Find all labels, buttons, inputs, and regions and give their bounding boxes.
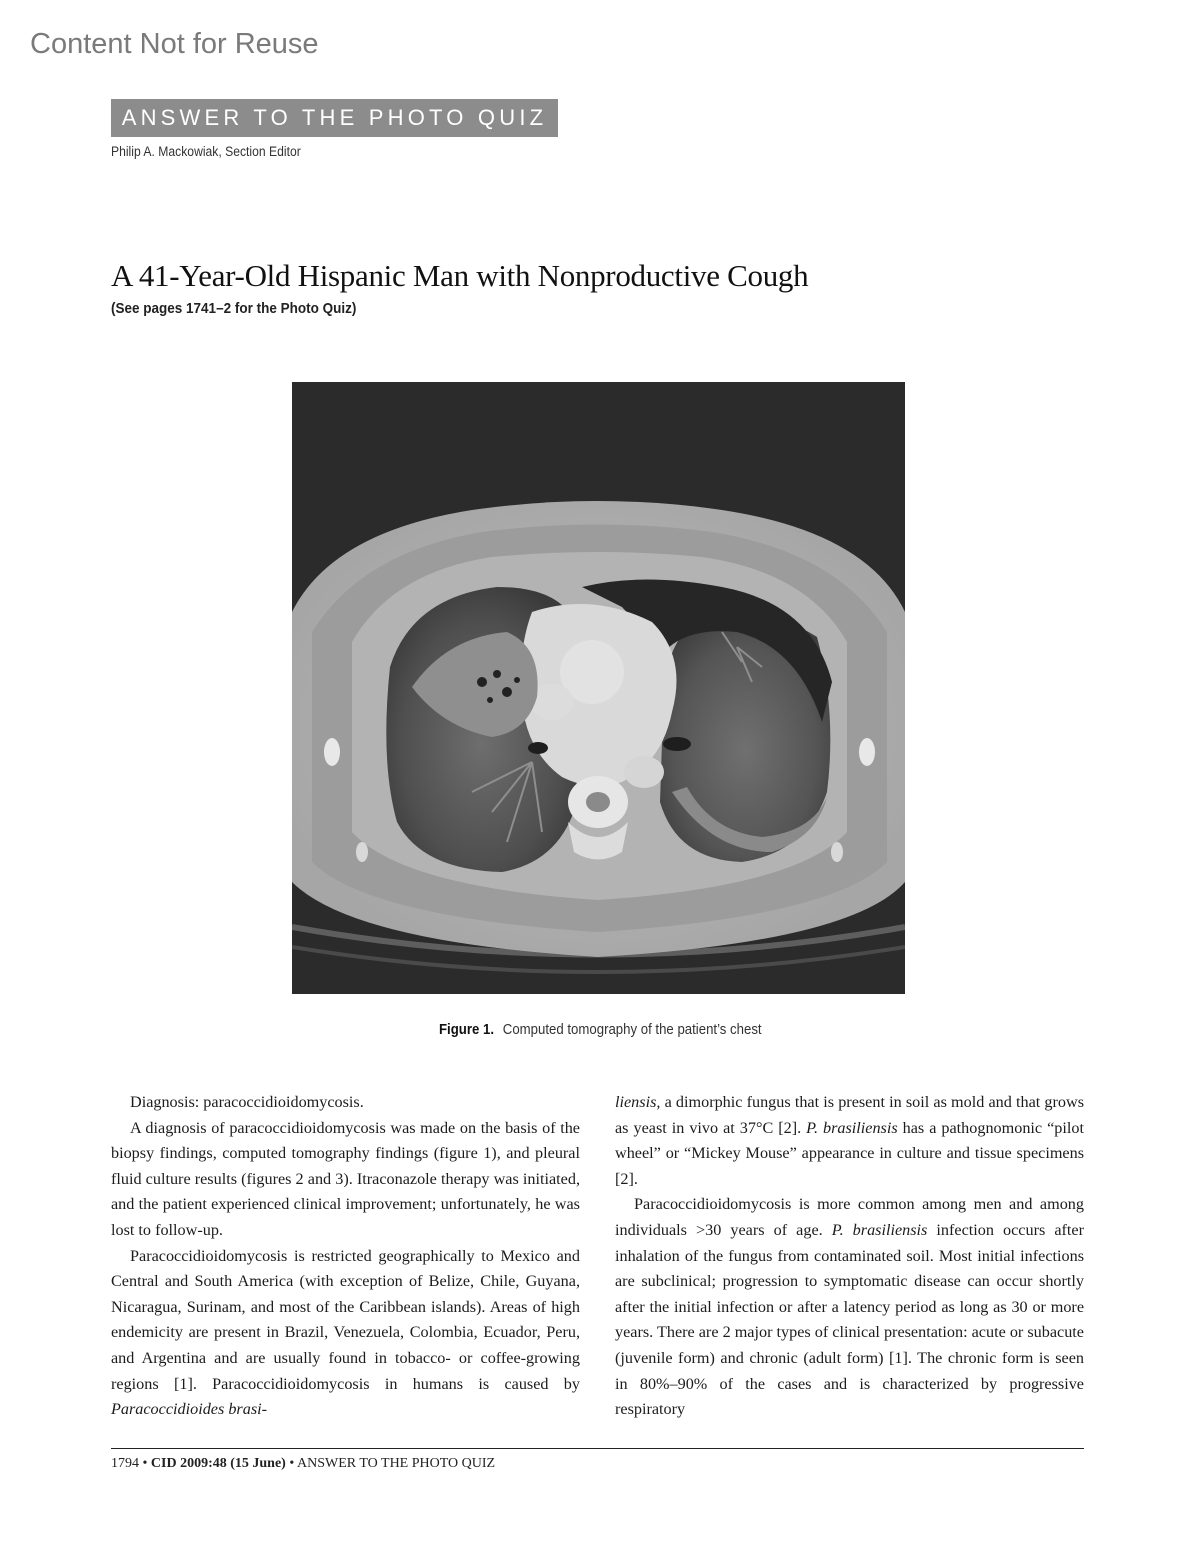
diagnosis-paragraph: Diagnosis: paracoccidioidomycosis. (130, 1093, 364, 1111)
species-name: liensis, (615, 1093, 661, 1111)
body-column-left (111, 1090, 580, 1423)
species-name: Paracoccidioides brasi- (111, 1400, 268, 1419)
body-column-right (615, 1090, 1084, 1423)
body-text: has a pathognomonic “pilot wheel” or “Mickey Mouse” appearance in culture and tissue specimens [2]. (615, 1118, 1084, 1188)
body-paragraph: A diagnosis of paracoccidioidomycosis was made on the basis of the biopsy findings, computed tomography findings (figure 1), and pleural fluid culture results (figures 2 and 3). Itraconazole therapy was initiated, and the patient experienced clinical improvement; unfortunately, he was lost to follow-up. (111, 1118, 580, 1239)
footer-separator: • (285, 1456, 297, 1471)
journal-citation: CID 2009:48 (15 June) (150, 1456, 286, 1471)
footer-section: ANSWER TO THE PHOTO QUIZ (297, 1456, 496, 1471)
species-name: P. brasiliensis (806, 1118, 898, 1137)
species-name: P. brasiliensis (831, 1220, 928, 1239)
figure-label: Figure 1. (438, 1021, 494, 1038)
figure-caption (0, 1021, 1200, 1038)
article-title: A 41-Year-Old Hispanic Man with Nonproductive Cough (111, 258, 809, 293)
page-footer (111, 1456, 495, 1472)
section-editor: Philip A. Mackowiak, Section Editor (111, 144, 301, 159)
page-number: 1794 (111, 1456, 139, 1471)
body-text: Paracoccidioidomycosis is restricted geographically to Mexico and Central and South America (with exception of Belize, Chile, Guyana, Nicaragua, Surinam, and most of the Caribbean islands). Areas of high endemicity are present in Brazil, Venezuela, Colombia, Ecuador, Peru, and Argentina and are usually found in tobacco- or coffee-growing regions [1]. Paracoccidioidomycosis in humans is caused by (111, 1246, 580, 1393)
section-banner: ANSWER TO THE PHOTO QUIZ (111, 99, 558, 137)
footer-separator: • (139, 1456, 151, 1471)
body-text: a dimorphic fungus that is present in soil as mold and that grows as yeast in vivo at 37°C [2]. (615, 1093, 1084, 1137)
body-paragraph (615, 1192, 1084, 1422)
footer-rule (111, 1448, 1084, 1449)
body-paragraph (615, 1090, 1084, 1192)
body-text: Paracoccidioidomycosis is more common among men and among individuals >30 years of age. (615, 1195, 1084, 1239)
watermark: Content Not for Reuse (30, 28, 319, 60)
body-text: infection occurs after inhalation of the fungus from contaminated soil. Most initial infections are subclinical; progression to symptomatic disease can occur shortly after the initial infection or after a latency period as long as 30 or more years. There are 2 major types of clinical presentation: acute or subacute (juvenile form) and chronic (adult form) [1]. The chronic form is seen in 80%–90% of the cases and is characterized by progressive respiratory (615, 1220, 1084, 1419)
figure-caption-text: Computed tomography of the patient’s chest (502, 1021, 762, 1038)
ct-scan-image (292, 382, 905, 994)
body-paragraph (111, 1244, 580, 1423)
see-pages-note: (See pages 1741–2 for the Photo Quiz) (111, 300, 357, 317)
